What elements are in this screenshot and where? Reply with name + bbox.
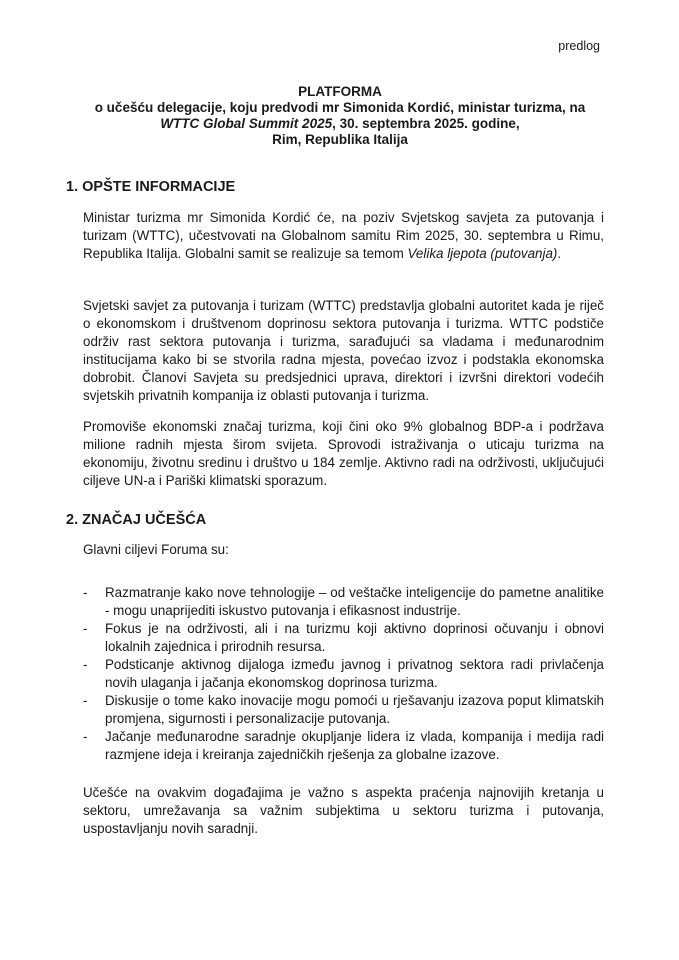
list-item-text: Diskusije o tome kako inovacije mogu pomoći u rješavanju izazova poput klimatskih promjena, sigurnosti i personalizacije putovanja.: [105, 693, 604, 726]
list-item-text: Podsticanje aktivnog dijaloga između javnog i privatnog sektora radi privlačenja novih ulaganja i jačanja ekonomskog doprinosa turizma.: [105, 657, 604, 690]
section-heading-2: 2. ZNAČAJ UČEŠĆA: [66, 512, 207, 528]
paragraph: Učešće na ovakvim događajima je važno s aspekta praćenja najnovijih kretanja u sektoru, umrežavanja sa važnim subjektima u sektoru turizma i putovanja, uspostavljanju novih saradnji.: [83, 785, 604, 836]
list-item: [83, 620, 604, 656]
list-item-text: Razmatranje kako nove tehnologije – od veštačke inteligencije do pametne analitike - mogu unaprijediti iskustvo putovanja i efikasnost industrije.: [105, 585, 604, 618]
paragraph: [83, 209, 604, 263]
list-item-text: Fokus je na održivosti, ali i na turizmu koji aktivno doprinosi očuvanju i obnovi lokalnih zajednica i prirodnih resursa.: [105, 621, 604, 654]
list-item: [83, 728, 604, 764]
document-status-label: predlog: [558, 39, 600, 53]
list-item: [83, 656, 604, 692]
title-line: o učešću delegacije, koju predvodi mr Simonida Kordić, ministar turizma, na: [94, 100, 586, 115]
title-line: Rim, Republika Italija: [272, 132, 408, 147]
goals-list: [83, 584, 604, 764]
paragraph: Svjetski savjet za putovanja i turizam (WTTC) predstavlja globalni autoritet kada je riječ o ekonomskom i društvenom doprinosu sektora putovanja i turizma. WTTC podstiče održiv rast sektora putovanja i turizma, sarađujući sa vladama i međunarodnim institucijama kako bi se stvorila radna mjesta, povećao izvoz i podstakla ekonomska dobrobit. Članovi Savjeta su predsjednici uprava, direktori i izvršni direktori vodećih svjetskih privatnih kompanija iz oblasti putovanja i turizma.: [83, 298, 604, 403]
paragraph: Promoviše ekonomski značaj turizma, koji čini oko 9% globalnog BDP-a i podržava milione radnih mjesta širom svijeta. Sprovodi istraživanja o uticaju turizma na ekonomiju, životnu sredinu i društvo u 184 zemlje. Aktivno radi na održivosti, uključujući ciljeve UN-a i Pariški klimatski sporazum.: [83, 419, 604, 488]
event-date: , 30. septembra 2025. godine,: [332, 116, 520, 131]
title-line: [40, 116, 640, 132]
theme-italic: Velika ljepota (putovanja): [407, 246, 558, 261]
bullet-dash: -: [83, 693, 88, 708]
document-title: [40, 84, 640, 148]
paragraph-text: .: [557, 246, 562, 261]
title-line: PLATFORMA: [298, 84, 382, 99]
bullet-dash: -: [83, 621, 88, 636]
list-item: [83, 692, 604, 728]
paragraph: Glavni ciljevi Foruma su:: [83, 542, 229, 557]
paragraph-text: Ministar turizma mr Simonida Kordić će, na poziv Svjetskog savjeta za putovanja i turizam (WTTC), učestvovati na Globalnom samitu Rim 2025, 30. septembra u Rimu, Republika Italija. Globalni samit se realizuje sa temom: [83, 210, 604, 261]
list-item: [83, 584, 604, 620]
list-item-text: Jačanje međunarodne saradnje okupljanje lidera iz vlada, kompanija i medija radi razmjene ideja i kreiranja zajedničkih rješenja za globalne izazove.: [105, 729, 604, 762]
bullet-dash: -: [83, 657, 88, 672]
section-heading-1: 1. OPŠTE INFORMACIJE: [66, 179, 236, 195]
bullet-dash: -: [83, 585, 88, 600]
bullet-dash: -: [83, 729, 88, 744]
event-name: WTTC Global Summit 2025: [160, 116, 333, 131]
